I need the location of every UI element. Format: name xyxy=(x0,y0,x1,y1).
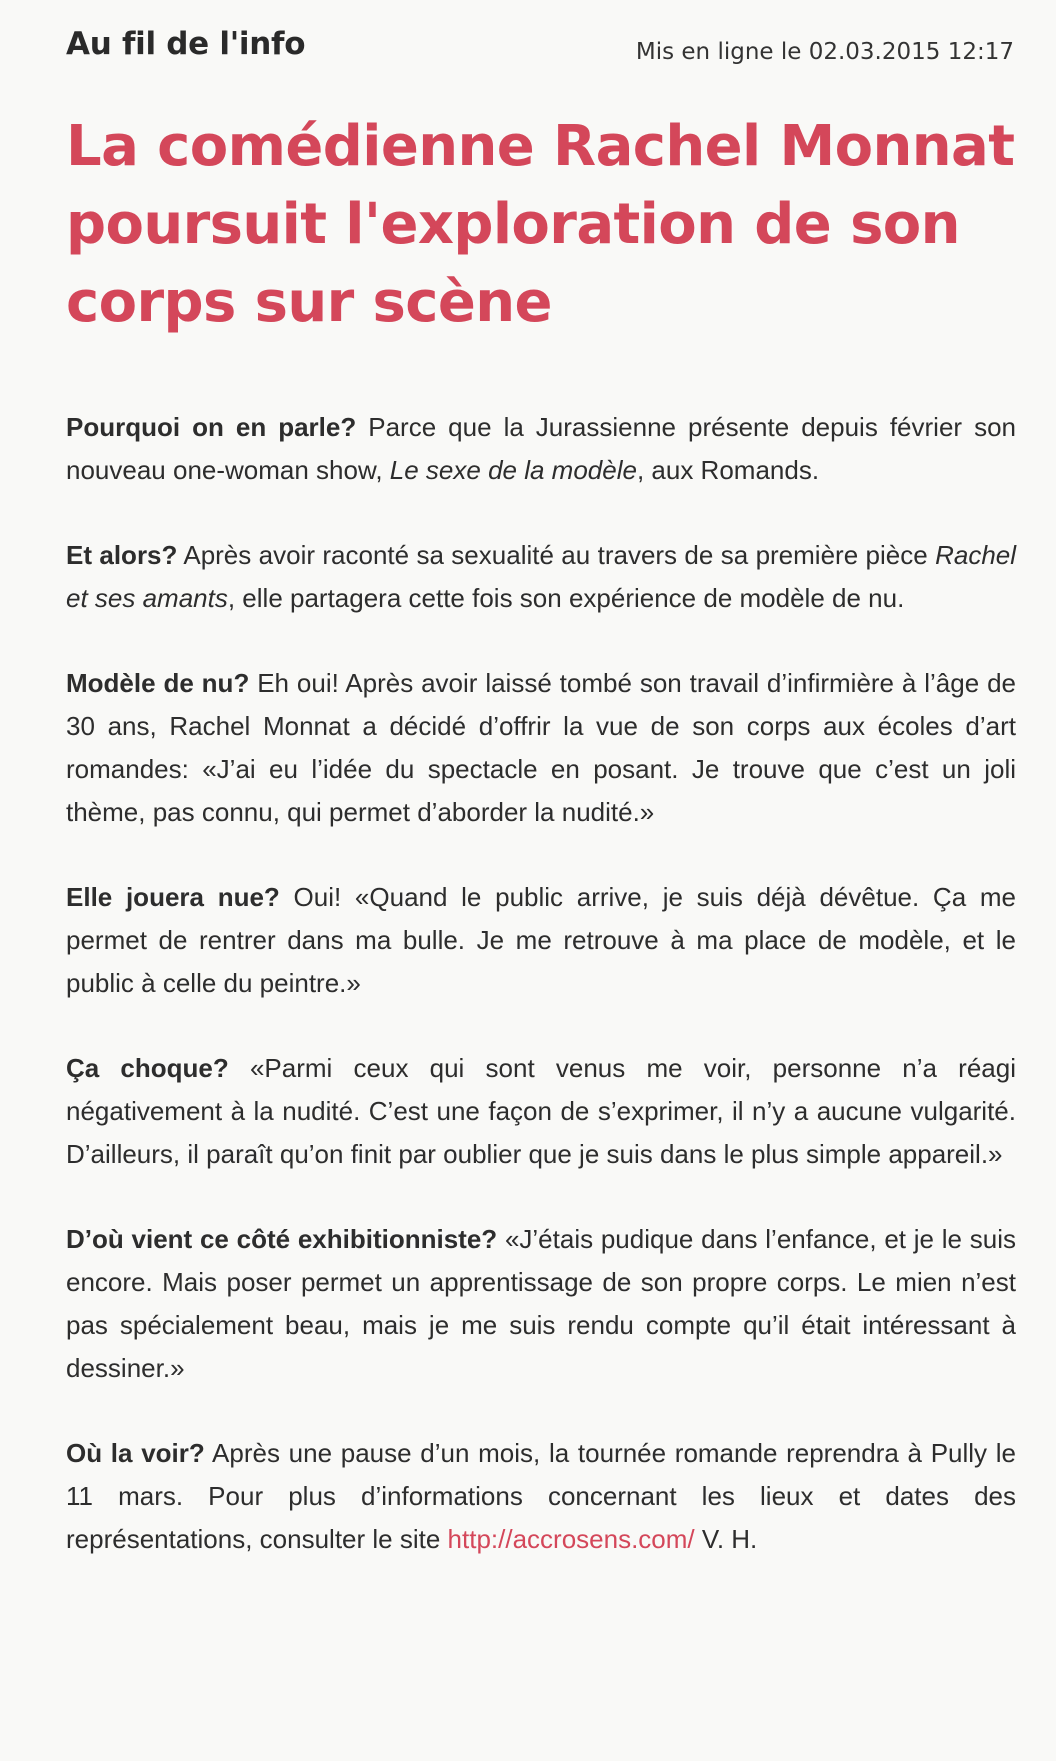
paragraph-nude-model xyxy=(66,662,1016,834)
article-headline: La comédienne Rachel Monnat poursuit l'exploration de son corps sur scène xyxy=(66,114,1015,335)
paragraph-question: Où la voir? xyxy=(66,1438,205,1468)
paragraph-shocking xyxy=(66,1047,1016,1176)
paragraph-question: D’où vient ce côté exhibitionniste? xyxy=(66,1224,498,1254)
paragraph-so-what xyxy=(66,534,1016,620)
publication-date: Mis en ligne le 02.03.2015 12:17 xyxy=(635,39,1014,65)
article-header xyxy=(66,0,1016,78)
paragraph-question: Et alors? xyxy=(66,540,178,570)
play-title: Rachel et ses amants xyxy=(66,540,1017,613)
paragraph-text: Parce que la Jurassienne présente depuis février son nouveau one-woman show, xyxy=(66,412,1016,485)
paragraph-text: Eh oui! Après avoir laissé tombé son travail d’infirmière à l’âge de 30 ans, Rachel Monnat a décidé d’offrir la vue de son corps aux écoles d’art romandes: «J’ai eu l’idée du spectacle en posant. Je trouve que c’est un joli thème, pas connu, qui permet d’aborder la nudité.» xyxy=(66,668,1016,827)
paragraph-why xyxy=(66,406,1016,492)
paragraph-text: «J’étais pudique dans l’enfance, et je le suis encore. Mais poser permet un apprentissage de son propre corps. Le mien n’est pas spécialement beau, mais je me suis rendu compte qu’il était intéressant à dessiner.» xyxy=(66,1224,1016,1383)
paragraph-text: , aux Romands. xyxy=(636,455,820,485)
paragraph-question: Modèle de nu? xyxy=(66,668,250,698)
paragraph-question: Ça choque? xyxy=(66,1053,229,1083)
paragraph-where-to-see xyxy=(66,1432,1016,1561)
paragraph-text: Après avoir raconté sa sexualité au travers de sa première pièce xyxy=(177,540,936,570)
section-title: Au fil de l'info xyxy=(66,26,306,62)
paragraph-text: Oui! «Quand le public arrive, je suis déjà dévêtue. Ça me permet de rentrer dans ma bulle. Je me retrouve à ma place de modèle, et le public à celle du peintre.» xyxy=(66,882,1016,998)
paragraph-exhibitionist xyxy=(66,1218,1016,1390)
author-signature: V. H. xyxy=(694,1524,758,1554)
article-body xyxy=(66,406,1016,1561)
show-title: Le sexe de la modèle xyxy=(389,455,637,485)
paragraph-text: «Parmi ceux qui sont venus me voir, personne n’a réagi négativement à la nudité. C’est une façon de s’exprimer, il n’y a aucune vulgarité. D’ailleurs, il paraît qu’on finit par oublier que je suis dans le plus simple appareil.» xyxy=(66,1053,1016,1169)
paragraph-question: Pourquoi on en parle? xyxy=(66,412,357,442)
website-link[interactable]: http://accrosens.com/ xyxy=(447,1524,695,1554)
paragraph-question: Elle jouera nue? xyxy=(66,882,280,912)
paragraph-play-nude xyxy=(66,876,1016,1005)
paragraph-text: , elle partagera cette fois son expérience de modèle de nu. xyxy=(227,583,905,613)
paragraph-text: Après une pause d’un mois, la tournée romande reprendra à Pully le 11 mars. Pour plus d’informations concernant les lieux et dates des représentations, consulter le site xyxy=(66,1438,1016,1554)
